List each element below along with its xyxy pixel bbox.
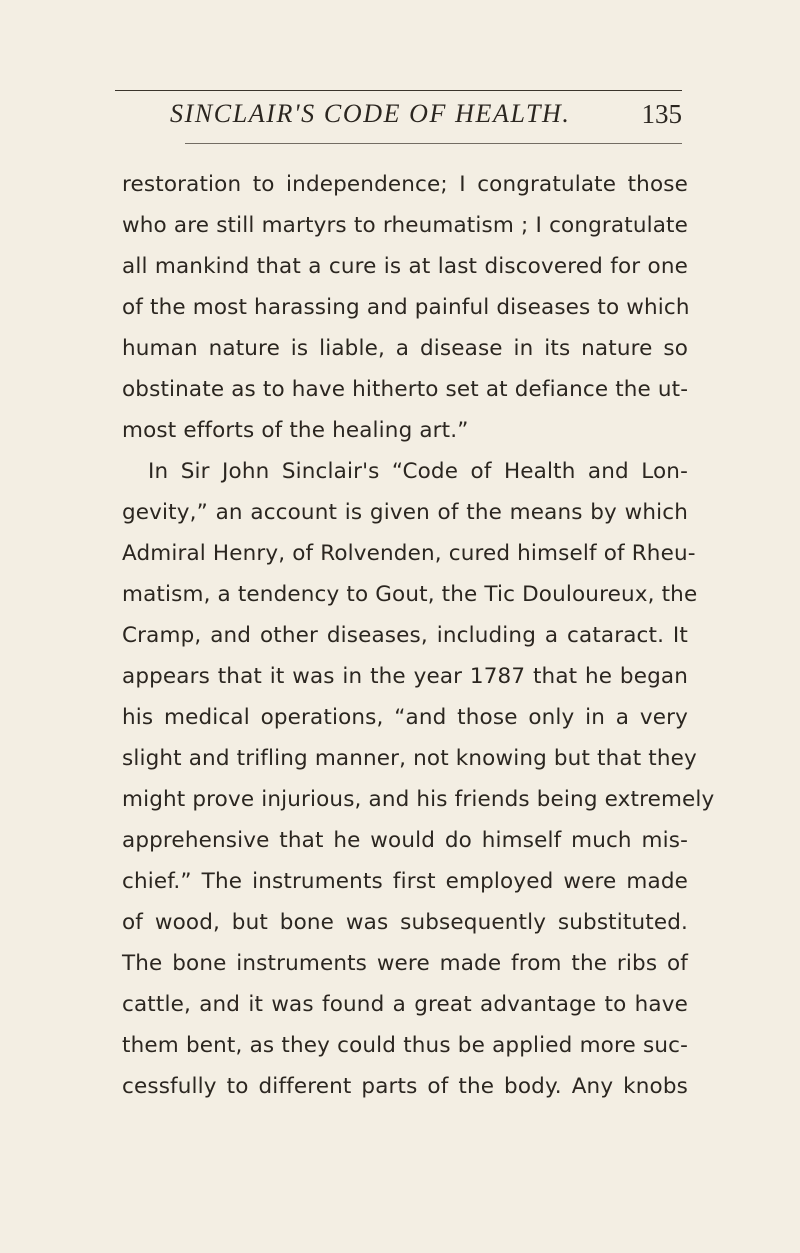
header-rule	[115, 90, 682, 91]
text-line: Cramp, and other diseases, including a cataract. It	[122, 623, 688, 648]
running-title: SINCLAIR'S CODE OF HEALTH.	[170, 99, 571, 128]
text-line: all mankind that a cure is at last discovered for one	[122, 254, 688, 279]
text-line: them bent, as they could thus be applied more suc-	[122, 1033, 688, 1058]
text-line: slight and trifling manner, not knowing but that they	[122, 746, 697, 771]
text-line: might prove injurious, and his friends being extremely	[122, 787, 715, 812]
text-line: human nature is liable, a disease in its nature so	[122, 336, 688, 361]
body-text	[122, 164, 715, 1107]
text-line: of the most harassing and painful diseases to which	[122, 295, 690, 320]
text-line: In Sir John Sinclair's “Code of Health and Lon-	[148, 459, 688, 484]
text-line: apprehensive that he would do himself much mis-	[122, 828, 688, 853]
text-line: restoration to independence; I congratulate those	[122, 172, 688, 197]
page-number: 135	[641, 99, 682, 129]
text-line: obstinate as to have hitherto set at defiance the ut-	[122, 377, 689, 402]
text-line: appears that it was in the year 1787 that he began	[122, 664, 688, 689]
text-line: Admiral Henry, of Rolvenden, cured himself of Rheu-	[122, 541, 696, 566]
text-line: of wood, but bone was subsequently substituted.	[122, 910, 688, 935]
text-line: his medical operations, “and those only in a very	[122, 705, 688, 730]
text-line: who are still martyrs to rheumatism ; I congratulate	[122, 213, 688, 238]
text-line: gevity,” an account is given of the means by which	[122, 500, 688, 525]
text-line: cattle, and it was found a great advantage to have	[122, 992, 688, 1017]
text-line: chief.” The instruments first employed were made	[122, 869, 688, 894]
paragraph-end-line: most efforts of the healing art.”	[122, 418, 469, 443]
text-line: matism, a tendency to Gout, the Tic Douloureux, the	[122, 582, 698, 607]
text-line: cessfully to different parts of the body. Any knobs	[122, 1074, 688, 1099]
text-line: The bone instruments were made from the ribs of	[122, 951, 688, 976]
header-underline	[185, 143, 682, 144]
running-head	[115, 99, 682, 139]
